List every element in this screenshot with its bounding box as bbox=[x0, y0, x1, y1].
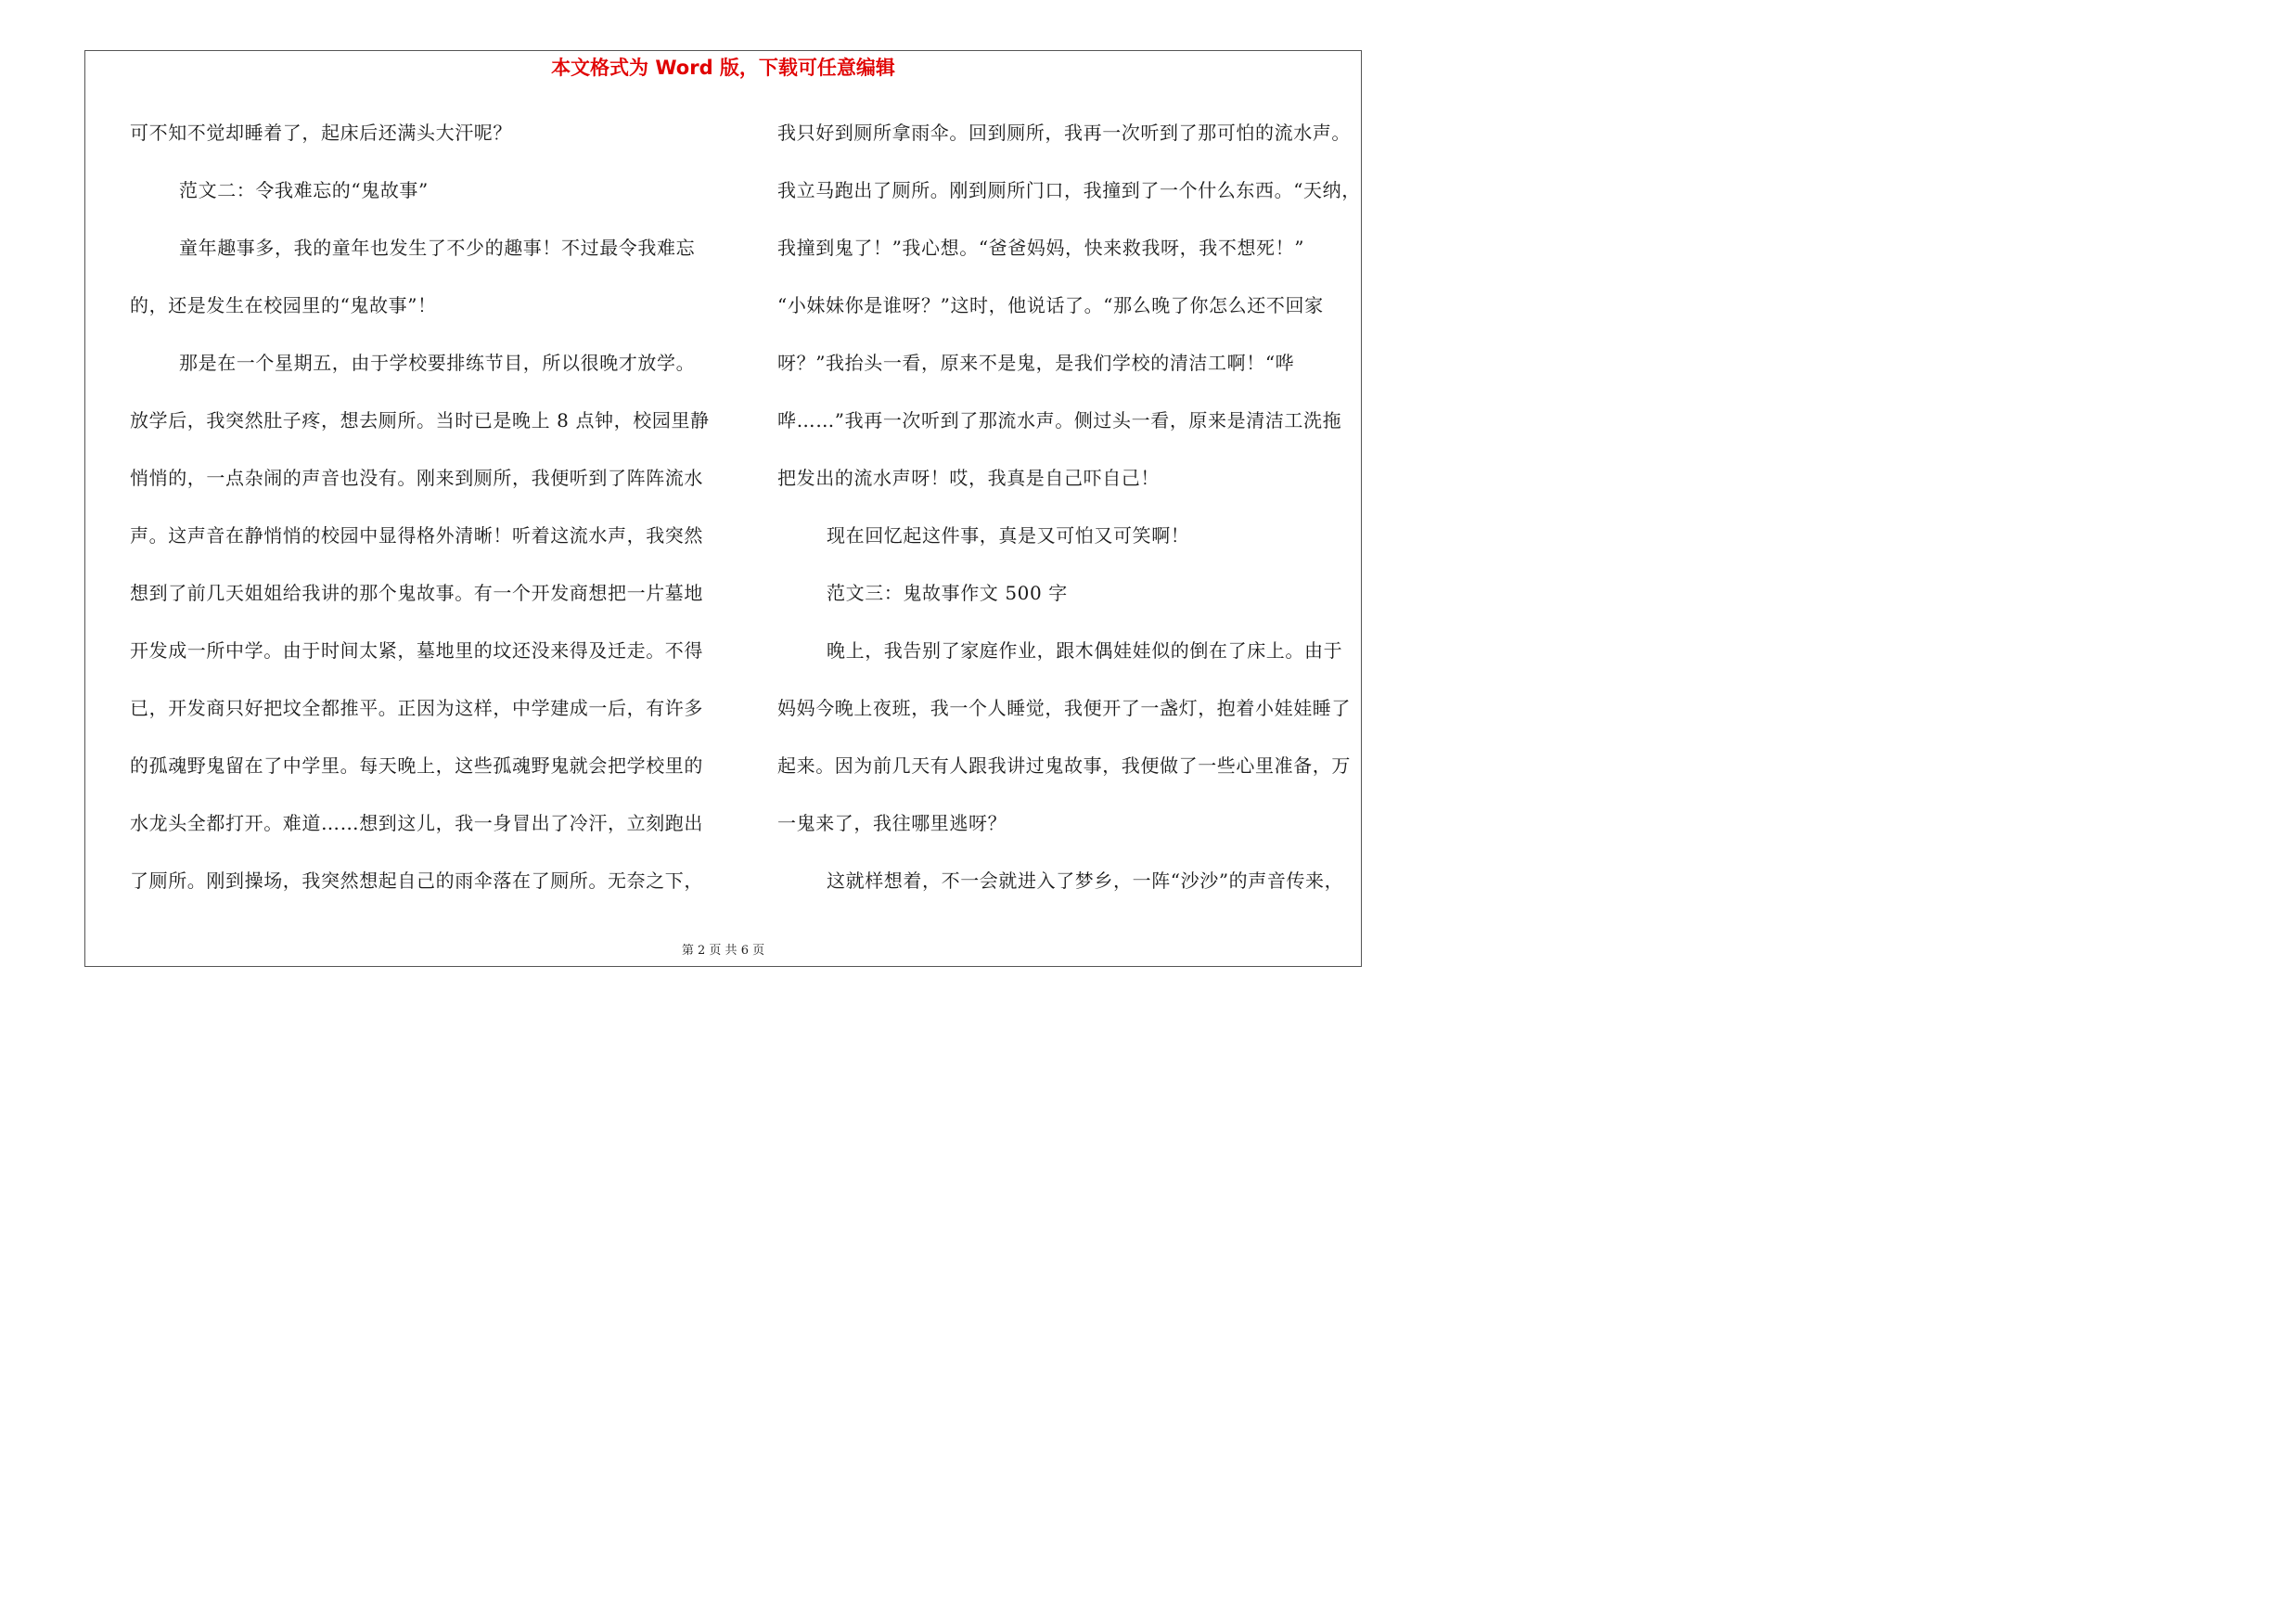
text-line: 范文三：鬼故事作文 500 字 bbox=[827, 582, 1068, 604]
page-number: 第 2 页 共 6 页 bbox=[681, 944, 765, 958]
text-line: 哗……”我再一次听到了那流水声。侧过头一看，原来是清洁工洗拖 bbox=[777, 409, 1342, 432]
text-line: 的，还是发生在校园里的“鬼故事”！ bbox=[130, 294, 437, 316]
text-line: 了厕所。刚到操场，我突然想起自己的雨伞落在了厕所。无奈之下， bbox=[130, 869, 703, 892]
text-line: 妈妈今晚上夜班，我一个人睡觉，我便开了一盏灯，抱着小娃娃睡了 bbox=[777, 697, 1351, 719]
text-line: 悄悄的，一点杂闹的声音也没有。刚来到厕所，我便听到了阵阵流水 bbox=[130, 467, 703, 489]
text-line: 已，开发商只好把坟全都推平。正因为这样，中学建成一后，有许多 bbox=[130, 697, 703, 719]
text-line: 童年趣事多，我的童年也发生了不少的趣事！不过最令我难忘 bbox=[179, 237, 696, 259]
text-line: 起来。因为前几天有人跟我讲过鬼故事，我便做了一些心里准备，万 bbox=[777, 754, 1351, 777]
document-page bbox=[0, 0, 1446, 1023]
text-line: 把发出的流水声呀！哎，我真是自己吓自己！ bbox=[777, 467, 1160, 489]
text-line: 水龙头全都打开。难道……想到这儿，我一身冒出了冷汗，立刻跑出 bbox=[130, 812, 703, 834]
text-line: 可不知不觉却睡着了，起床后还满头大汗呢？ bbox=[130, 122, 512, 144]
format-banner: 本文格式为 Word 版，下载可任意编辑 bbox=[551, 57, 895, 79]
text-line: 一鬼来了，我往哪里逃呀？ bbox=[777, 812, 1007, 834]
text-line: 想到了前几天姐姐给我讲的那个鬼故事。有一个开发商想把一片墓地 bbox=[130, 582, 703, 604]
left-column bbox=[130, 104, 710, 909]
text-line: 我立马跑出了厕所。刚到厕所门口，我撞到了一个什么东西。“天纳， bbox=[777, 179, 1361, 201]
text-line: 放学后，我突然肚子疼，想去厕所。当时已是晚上 8 点钟，校园里静 bbox=[130, 409, 710, 432]
text-line: 声。这声音在静悄悄的校园中显得格外清晰！听着这流水声，我突然 bbox=[130, 524, 703, 547]
text-line: 开发成一所中学。由于时间太紧，墓地里的坟还没来得及迁走。不得 bbox=[130, 639, 703, 662]
text-line: 范文二：令我难忘的“鬼故事” bbox=[179, 179, 429, 201]
text-line: 那是在一个星期五，由于学校要排练节目，所以很晚才放学。 bbox=[179, 352, 696, 374]
text-line: 我撞到鬼了！”我心想。“爸爸妈妈，快来救我呀，我不想死！” bbox=[777, 237, 1305, 259]
text-line: 呀？”我抬头一看，原来不是鬼，是我们学校的清洁工啊！“哗 bbox=[777, 352, 1295, 374]
right-column bbox=[777, 104, 1361, 909]
text-line: 我只好到厕所拿雨伞。回到厕所，我再一次听到了那可怕的流水声。 bbox=[777, 122, 1351, 144]
text-line: 这就样想着，不一会就进入了梦乡，一阵“沙沙”的声音传来， bbox=[827, 869, 1344, 892]
text-line: 现在回忆起这件事，真是又可怕又可笑啊！ bbox=[827, 524, 1190, 547]
text-line: “小妹妹你是谁呀？”这时，他说话了。“那么晚了你怎么还不回家 bbox=[777, 294, 1324, 316]
text-line: 晚上，我告别了家庭作业，跟木偶娃娃似的倒在了床上。由于 bbox=[827, 639, 1343, 662]
text-line: 的孤魂野鬼留在了中学里。每天晚上，这些孤魂野鬼就会把学校里的 bbox=[130, 754, 703, 777]
